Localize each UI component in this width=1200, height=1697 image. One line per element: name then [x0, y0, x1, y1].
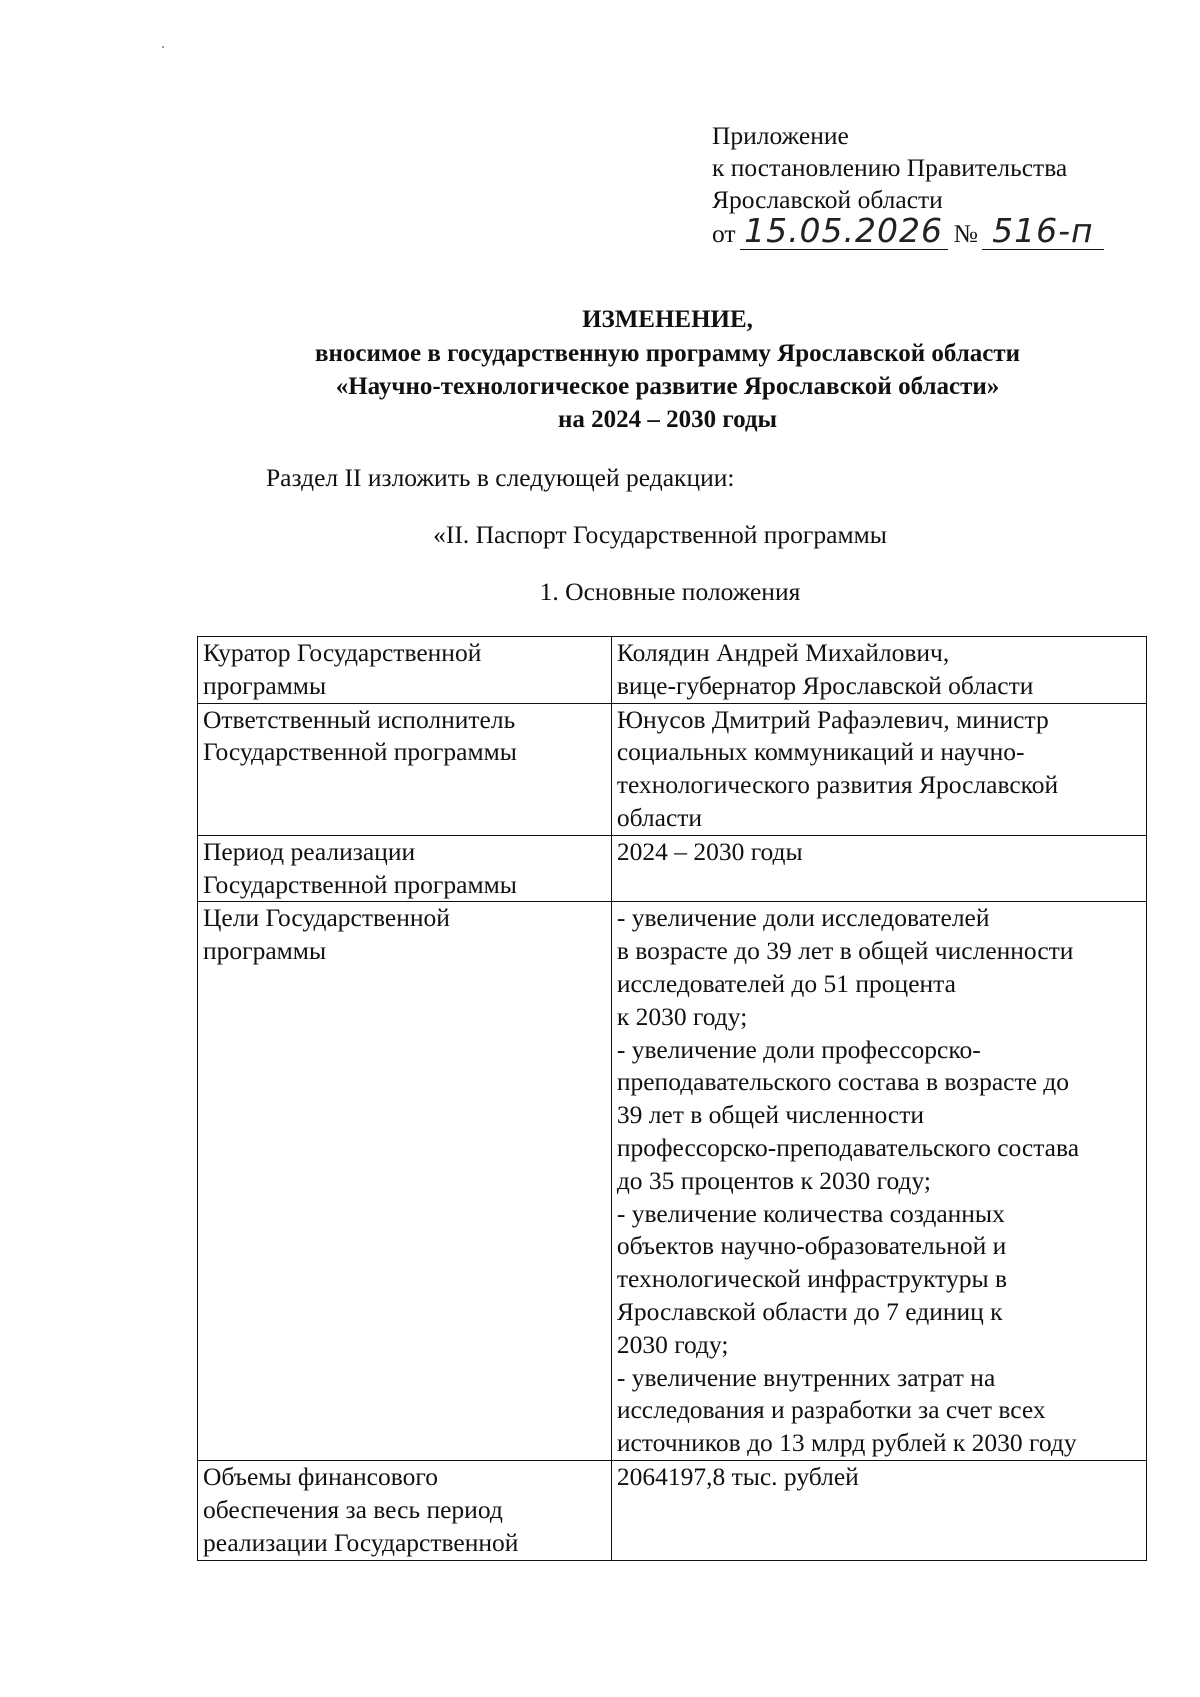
- row-value-line: исследователей до 51 процента: [616, 968, 956, 998]
- row-label-line: Государственной программы: [203, 869, 517, 899]
- appendix-date-number-line: [712, 211, 1104, 250]
- row-value-line: Колядин Андрей Михайлович,: [616, 638, 950, 667]
- row-label-line: реализации Государственной: [203, 1527, 519, 1557]
- table-row: [198, 902, 1147, 1461]
- table-row: [198, 703, 1147, 835]
- doc-subtitle-line-2: «Научно-технологическое развитие Ярославской области»: [335, 373, 1000, 400]
- row-value-line: в возрасте до 39 лет в общей численности: [616, 936, 1074, 966]
- section-title: «II. Паспорт Государственной программы: [433, 520, 887, 549]
- row-value-line: профессорско-преподавательского состава: [616, 1132, 1080, 1162]
- row-label-cell: [198, 902, 612, 1461]
- doc-subtitle-line-1: вносимое в государственную программу Ярославской области: [314, 340, 1021, 367]
- row-value-line: 2064197,8 тыс. рублей: [616, 1461, 859, 1491]
- row-value-cell: [611, 703, 1146, 835]
- row-value-line: 2030 году;: [616, 1329, 729, 1359]
- row-value-cell: [611, 902, 1146, 1461]
- doc-title: ИЗМЕНЕНИЕ,: [582, 306, 753, 333]
- subsection-title: 1. Основные положения: [539, 577, 801, 606]
- row-value-line: 2024 – 2030 годы: [616, 836, 803, 866]
- row-value-line: - увеличение доли профессорско-: [616, 1034, 981, 1064]
- appendix-line-2: к постановлению Правительства: [712, 153, 1068, 182]
- number-label: №: [953, 219, 978, 248]
- row-value-line: источников до 13 млрд рублей к 2030 году: [616, 1428, 1077, 1458]
- row-value-line: 39 лет в общей численности: [616, 1100, 924, 1130]
- row-value-line: технологической инфраструктуры в: [616, 1264, 1008, 1294]
- row-value-line: Юнусов Дмитрий Рафаэлевич, министр: [616, 704, 1049, 734]
- appendix-block: [712, 120, 1104, 250]
- row-label-cell: [198, 1460, 612, 1560]
- passport-table: [197, 636, 1147, 1561]
- row-value-line: объектов научно-образовательной и: [616, 1231, 1007, 1261]
- row-value-line: социальных коммуникаций и научно-: [616, 737, 1025, 767]
- row-value-line: - увеличение внутренних затрат на: [616, 1362, 996, 1392]
- from-label: от: [712, 219, 736, 248]
- row-label-cell: [198, 637, 612, 704]
- doc-subtitle-line-3: на 2024 – 2030 годы: [557, 406, 778, 433]
- date-field: [740, 211, 948, 250]
- row-label-line: Период реализации: [203, 836, 416, 866]
- row-label-line: Цели Государственной: [203, 903, 450, 933]
- row-label-line: Ответственный исполнитель: [203, 704, 516, 734]
- row-value-line: - увеличение доли исследователей: [616, 903, 990, 933]
- row-label-line: Государственной программы: [203, 737, 517, 767]
- table-row: [198, 1460, 1147, 1560]
- row-value-line: к 2030 году;: [616, 1001, 748, 1031]
- appendix-line-3: Ярославской области: [712, 185, 943, 214]
- table-row: [198, 637, 1147, 704]
- table-row: [198, 835, 1147, 902]
- scan-speck: [162, 46, 164, 48]
- instruction-text: Раздел II изложить в следующей редакции:: [266, 463, 735, 492]
- row-label-line: Куратор Государственной: [203, 638, 482, 667]
- row-value-line: Ярославской области до 7 единиц к: [616, 1296, 1003, 1326]
- handwritten-number: 516-п: [992, 211, 1094, 250]
- appendix-line-1: Приложение: [712, 121, 849, 150]
- row-value-line: до 35 процентов к 2030 году;: [616, 1165, 931, 1195]
- row-value-line: технологического развития Ярославской: [616, 770, 1059, 800]
- row-value-line: области: [616, 802, 703, 832]
- row-value-cell: [611, 835, 1146, 902]
- handwritten-date: 15.05.2026: [744, 211, 944, 250]
- row-value-line: вице-губернатор Ярославской области: [616, 670, 1034, 700]
- number-field: [982, 211, 1104, 250]
- row-value-line: преподавательского состава в возрасте до: [616, 1067, 1070, 1097]
- row-value-cell: [611, 1460, 1146, 1560]
- row-value-cell: [611, 637, 1146, 704]
- row-label-cell: [198, 703, 612, 835]
- row-value-line: исследования и разработки за счет всех: [616, 1395, 1046, 1425]
- row-value-line: - увеличение количества созданных: [616, 1198, 1005, 1228]
- row-label-line: Объемы финансового: [203, 1461, 438, 1491]
- row-label-line: обеспечения за весь период: [203, 1494, 503, 1524]
- row-label-line: программы: [203, 670, 327, 700]
- row-label-cell: [198, 835, 612, 902]
- row-label-line: программы: [203, 936, 327, 966]
